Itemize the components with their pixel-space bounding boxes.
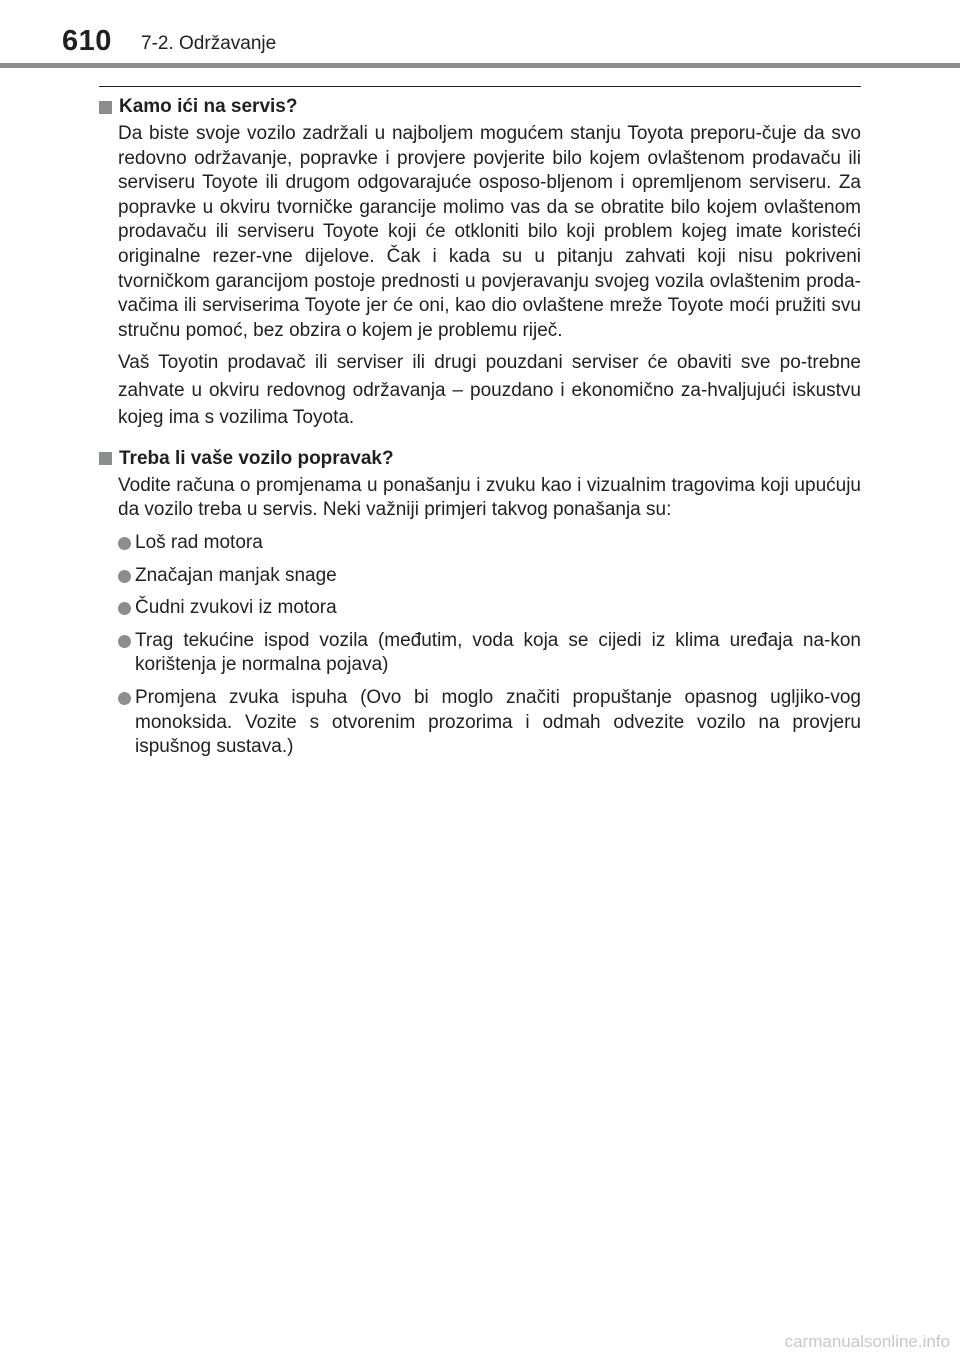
list-item <box>99 564 861 589</box>
circle-bullet-icon <box>118 602 131 615</box>
circle-bullet-icon <box>118 537 131 550</box>
list-item-text: Značajan manjak snage <box>135 564 337 586</box>
square-bullet-icon <box>99 101 112 114</box>
paragraph: Vaš Toyotin prodavač ili serviser ili drugi pouzdani serviser će obaviti sve po-trebne zahvate u okviru redovnog održavanja – pouzdano i ekonomično za-hvaljujući iskustvu kojeg ima s vozilima Toyota. <box>118 352 861 429</box>
header-rule <box>0 63 960 68</box>
circle-bullet-icon <box>118 692 131 705</box>
content-divider <box>99 86 861 87</box>
page-header <box>0 0 960 72</box>
paragraph: Da biste svoje vozilo zadržali u najboljem mogućem stanju Toyota preporu-čuje da svo redovno održavanje, popravke i provjere povjerite bilo kojem ovlaštenom prodavaču ili serviseru Toyote ili drugom odgovarajuće osposo-bljenom i opremljenom serviseru. Za popravke u okviru tvorničke garancije molimo vas da se obratite bilo kojem ovlaštenom prodavaču ili serviseru Toyote koji će otkloniti bilo koji problem kojeg imate koristeći originalne rezer-vne dijelove. Čak i kada su u pitanju zahvati koji nisu pokriveni tvorničkom garancijom postoje prednosti u povjeravanju svojeg vozila ovlaštenim proda-vačima ili serviserima Toyote jer će oni, kao dio ovlaštene mreže Toyote moći pružiti svu stručnu pomoć, bez obzira o kojem je problemu riječ. <box>118 123 861 341</box>
circle-bullet-icon <box>118 570 131 583</box>
list-item-text: Trag tekućine ispod vozila (međutim, voda koja se cijedi iz klima uređaja na-kon korištenja je normalna pojava) <box>135 629 861 676</box>
square-bullet-icon <box>99 452 112 465</box>
list-item-text: Čudni zvukovi iz motora <box>135 597 337 619</box>
list-item <box>99 596 861 621</box>
section-heading <box>99 94 861 120</box>
main-content <box>99 94 861 774</box>
section-heading <box>99 446 861 472</box>
section-heading-text: Treba li vaše vozilo popravak? <box>119 447 394 469</box>
page-number: 610 <box>62 25 112 57</box>
list-item-text: Loš rad motora <box>135 532 263 554</box>
watermark: carmanualsonline.info <box>784 1332 950 1351</box>
section-heading-text: Kamo ići na servis? <box>119 96 298 117</box>
symptom-list <box>99 531 861 760</box>
paragraph: Vodite računa o promjenama u ponašanju i zvuku kao i vizualnim tragovima koji upućuju da vozilo treba u servis. Neki važniji primjeri takvog ponašanja su: <box>118 474 861 521</box>
list-item <box>99 531 861 556</box>
section-service-location <box>99 94 861 432</box>
list-item <box>99 629 861 678</box>
circle-bullet-icon <box>118 635 131 648</box>
section-repair-needed <box>99 446 861 760</box>
section-title: 7-2. Održavanje <box>141 33 277 54</box>
list-item-text: Promjena zvuka ispuha (Ovo bi moglo značiti propuštanje opasnog ugljiko-vog monoksida. Vozite s otvorenim prozorima i odmah odvezite vozilo na provjeru ispušnog sustava.) <box>135 687 861 758</box>
list-item <box>99 686 861 760</box>
